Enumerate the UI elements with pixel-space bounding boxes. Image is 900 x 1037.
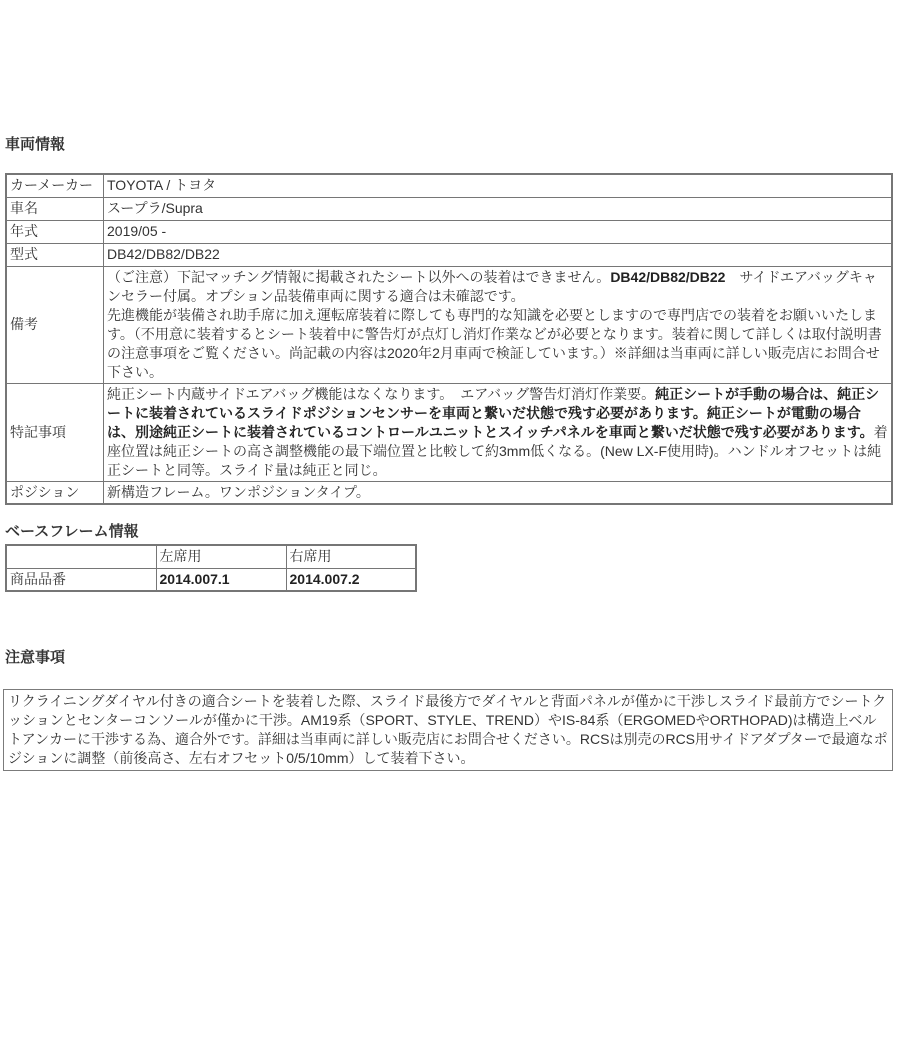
product-number-right: 2014.007.2 <box>286 568 416 591</box>
row-label-special-notes: 特記事項 <box>6 383 104 481</box>
row-label-product-number: 商品品番 <box>6 568 156 591</box>
row-label-model-code: 型式 <box>6 243 104 266</box>
column-header-left-seat: 左席用 <box>156 545 286 568</box>
table-row <box>6 383 892 481</box>
vehicle-info-title: 車両情報 <box>5 136 66 153</box>
row-label-model-year: 年式 <box>6 220 104 243</box>
table-row <box>6 220 892 243</box>
row-value-position: 新構造フレーム。ワンポジションタイプ。 <box>104 481 893 504</box>
cautions-text-box: リクライニングダイヤル付きの適合シートを装着した際、スライド最後方でダイヤルと背面パネルが僅かに干渉しスライド最前方でシートクッションとセンターコンソールが僅かに干渉。AM19系（SPORT、STYLE、TREND）やIS-84系（ERGOMEDやORTHOPAD)は構造上ベルトアンカーに干渉する為、適合外です。詳細は当車両に詳しい販売店にお問合せください。RCSは別売のRCS用サイドアダプターで最適なポジションに調整（前後高さ、左右オフセット0/5/10mm）して装着下さい。 <box>3 689 893 771</box>
row-value-model-year: 2019/05 - <box>104 220 893 243</box>
row-label-car-name: 車名 <box>6 197 104 220</box>
table-row <box>6 568 416 591</box>
row-label-position: ポジション <box>6 481 104 504</box>
cautions-title: 注意事項 <box>5 649 66 666</box>
product-number-left: 2014.007.1 <box>156 568 286 591</box>
row-label-car-maker: カーメーカー <box>6 174 104 197</box>
column-header-empty <box>6 545 156 568</box>
row-value-model-code: DB42/DB82/DB22 <box>104 243 893 266</box>
table-row <box>6 266 892 383</box>
row-label-remarks: 備考 <box>6 266 104 383</box>
table-row <box>6 174 892 197</box>
table-header-row <box>6 545 416 568</box>
row-value-remarks: （ご注意）下記マッチング情報に掲載されたシート以外への装着はできません。DB42/DB82/DB22 サイドエアバッグキャンセラー付属。オプション品装備車両に関する適合は未確認です。 先進機能が装備され助手席に加え運転席装着に際しても専門的な知識を必要としますので専門店での装着をお願いいたします。（不用意に装着するとシート装着中に警告灯が点灯し消灯作業などが必要となります。装着に関して詳しくは取付説明書の注意事項をご覧ください。尚記載の内容は2020年2月車両で検証しています。）※詳細は当車両に詳しい販売店にお問合せ下さい。 <box>104 266 893 383</box>
page <box>0 137 900 771</box>
row-value-car-maker: TOYOTA / トヨタ <box>104 174 893 197</box>
vehicle-info-table <box>5 173 893 505</box>
column-header-right-seat: 右席用 <box>286 545 416 568</box>
row-value-car-name: スープラ/Supra <box>104 197 893 220</box>
table-row <box>6 481 892 504</box>
table-row <box>6 197 892 220</box>
base-frame-table <box>5 544 417 592</box>
base-frame-info-title: ベースフレーム情報 <box>5 523 139 540</box>
row-value-special-notes: 純正シート内蔵サイドエアバッグ機能はなくなります。 エアバッグ警告灯消灯作業要。純正シートが手動の場合は、純正シートに装着されているスライドポジションセンサーを車両と繋いだ状態で残す必要があります。純正シートが電動の場合は、別途純正シートに装着されているコントロールユニットとスイッチパネルを車両と繋いだ状態で残す必要があります。着座位置は純正シートの高さ調整機能の最下端位置と比較して約3mm低くなる。(New LX-F使用時)。ハンドルオフセットは純正シートと同等。スライド量は純正と同じ。 <box>104 383 893 481</box>
table-row <box>6 243 892 266</box>
